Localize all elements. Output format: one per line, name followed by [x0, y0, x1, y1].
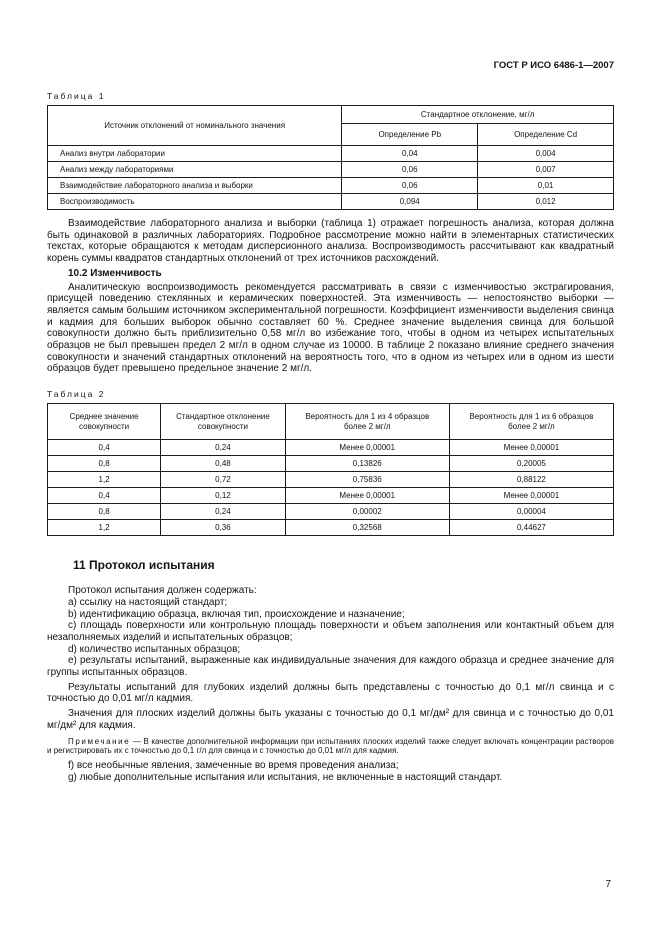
- note-label: Примечание: [68, 736, 131, 746]
- list-item-g: g) любые дополнительные испытания или испытания, не включенные в настоящий стандарт.: [68, 771, 503, 783]
- table1-source-cell: Взаимодействие лабораторного анализа и выборки: [48, 178, 342, 194]
- paragraph-flatware-precision: Значения для плоских изделий должны быть указаны с точностью до 0,1 мг/дм² для свинца и с точностью до 0,01 мг/дм² для кадмия.: [47, 708, 614, 731]
- list-item-b: b) идентификацию образца, включая тип, происхождение и назначение;: [68, 608, 405, 620]
- table-row: [48, 472, 614, 488]
- table2-cell: 0,4: [48, 440, 161, 456]
- doc-code: ГОСТ Р ИСО 6486-1—2007: [493, 60, 614, 71]
- table-row: [48, 440, 614, 456]
- table2-cell: 0,72: [161, 472, 286, 488]
- table1-cd-cell: 0,01: [478, 178, 614, 194]
- table2-cell: 0,24: [161, 440, 286, 456]
- table1-header-source: Источник отклонений от номинального значения: [48, 106, 342, 146]
- paragraph-reproducibility: Взаимодействие лабораторного анализа и выборки (таблица 1) отражает погрешность анализа, которая должна быть одинаковой в различных лабораториях. Подробное рассмотрение можно найти в элементарных статистических текстах, которые обращаются к методам дисперсионного анализа. Воспроизводимость рассчитывают как квадратный корень суммы квадратов стандартных отклонений от трех источников расхождений.: [47, 218, 614, 265]
- table2-cell: 0,44627: [449, 520, 613, 536]
- table1-cd-cell: 0,004: [478, 146, 614, 162]
- table2-cell: Менее 0,00001: [285, 440, 449, 456]
- page-number: 7: [605, 879, 611, 890]
- table2-cell: 1,2: [48, 472, 161, 488]
- table1-pb-cell: 0,04: [342, 146, 478, 162]
- table1-pb-cell: 0,06: [342, 162, 478, 178]
- table2-cell: 1,2: [48, 520, 161, 536]
- table2-cell: Менее 0,00001: [449, 488, 613, 504]
- table2-cell: 0,20005: [449, 456, 613, 472]
- table2-header-prob6: Вероятность для 1 из 6 образцов более 2 мг/л: [449, 404, 613, 440]
- table1-source-cell: Анализ между лабораториями: [48, 162, 342, 178]
- table2-cell: 0,13826: [285, 456, 449, 472]
- paragraph-protocol-intro: Протокол испытания должен содержать:: [68, 585, 257, 597]
- table-row: [48, 146, 614, 162]
- table2-header-prob4: Вероятность для 1 из 4 образцов более 2 мг/л: [285, 404, 449, 440]
- table2-caption: Таблица 2: [47, 389, 106, 400]
- list-item-a: a) ссылку на настоящий стандарт;: [68, 596, 228, 608]
- table2-cell: 0,8: [48, 504, 161, 520]
- list-item-c: c) площадь поверхности или контрольную площадь поверхности и объем заполнения или контактный объем для незаполняемых изделий и испытательных образцов;: [47, 620, 614, 643]
- table-row: [48, 162, 614, 178]
- heading-section-11: 11 Протокол испытания: [73, 558, 215, 573]
- table1-caption: Таблица 1: [47, 91, 106, 101]
- table1-pb-cell: 0,06: [342, 178, 478, 194]
- table2-header-row: [48, 404, 614, 440]
- table1-header-cd: Определение Cd: [478, 124, 614, 146]
- table2-cell: 0,36: [161, 520, 286, 536]
- list-item-e: e) результаты испытаний, выраженные как индивидуальные значения для каждого образца и среднее значение для группы испытанных образцов.: [47, 655, 614, 679]
- note-text: — В качестве дополнительной информации при испытаниях плоских изделий также следует включать концентрации растворов и регистрировать их с точностью до 0,1 г/л для свинца и с точностью до 0,01 мг/л для кадмия.: [47, 736, 614, 756]
- table1-source-cell: Воспроизводимость: [48, 194, 342, 210]
- table1-header-group: Стандартное отклонение, мг/л: [342, 106, 614, 124]
- paragraph-results-precision: Результаты испытаний для глубоких изделий должны быть представлены с точностью до 0,1 мг/л свинца и с точностью до 0,01 мг/л кадмия.: [47, 681, 614, 705]
- table1-pb-cell: 0,094: [342, 194, 478, 210]
- table2-cell: Менее 0,00001: [285, 488, 449, 504]
- list-item-f: f) все необычные явления, замеченные во время проведения анализа;: [68, 760, 399, 772]
- table2-cell: 0,75836: [285, 472, 449, 488]
- table2-cell: 0,24: [161, 504, 286, 520]
- table1-cd-cell: 0,012: [478, 194, 614, 210]
- table2-cell: 0,12: [161, 488, 286, 504]
- paragraph-variability: Аналитическую воспроизводимость рекомендуется рассматривать в связи с изменчивостью экстрагирования, присущей поведению стеклянных и керамических поверхностей. Эта изменчивость — непостоянство выборки — является самым большим источником экспериментальной погрешности. Коэффициент изменчивости выделения свинца и кадмия для больших выборок обычно составляет 60 %. Среднее значение выделения свинца для большой совокупности должно быть приблизительно 0,58 мг/л во избежание того, чтобы в одном из четырех испытательных образцов не был превышен предел 2 мг/л в одном случае из 10000. В таблице 2 показано влияние среднего значения совокупности и значений стандартных отклонений на вероятность того, что в одном из четырех или в одном из шести образцов будет превышено предельное значение 2 мг/л.: [47, 281, 614, 375]
- table2-cell: 0,48: [161, 456, 286, 472]
- table2-cell: 0,88122: [449, 472, 613, 488]
- note: [47, 737, 614, 757]
- table1-cd-cell: 0,007: [478, 162, 614, 178]
- table2-header-stddev: Стандартное отклонение совокупности: [161, 404, 286, 440]
- table1-header-pb: Определение Pb: [342, 124, 478, 146]
- table-row: [48, 456, 614, 472]
- table-row: [48, 178, 614, 194]
- table1-header-row-1: [48, 106, 614, 124]
- table2-cell: 0,8: [48, 456, 161, 472]
- table1-source-cell: Анализ внутри лаборатории: [48, 146, 342, 162]
- list-item-d: d) количество испытанных образцов;: [68, 643, 241, 655]
- table2-cell: 0,00004: [449, 504, 613, 520]
- table2-cell: 0,32568: [285, 520, 449, 536]
- table1: [47, 105, 614, 210]
- table2-cell: Менее 0,00001: [449, 440, 613, 456]
- table-row: [48, 504, 614, 520]
- table-row: [48, 194, 614, 210]
- table2-cell: 0,00002: [285, 504, 449, 520]
- table2: [47, 403, 614, 536]
- table-row: [48, 488, 614, 504]
- heading-10-2: 10.2 Изменчивость: [68, 267, 162, 279]
- table2-cell: 0,4: [48, 488, 161, 504]
- table2-header-mean: Среднее значение совокупности: [48, 404, 161, 440]
- table-row: [48, 520, 614, 536]
